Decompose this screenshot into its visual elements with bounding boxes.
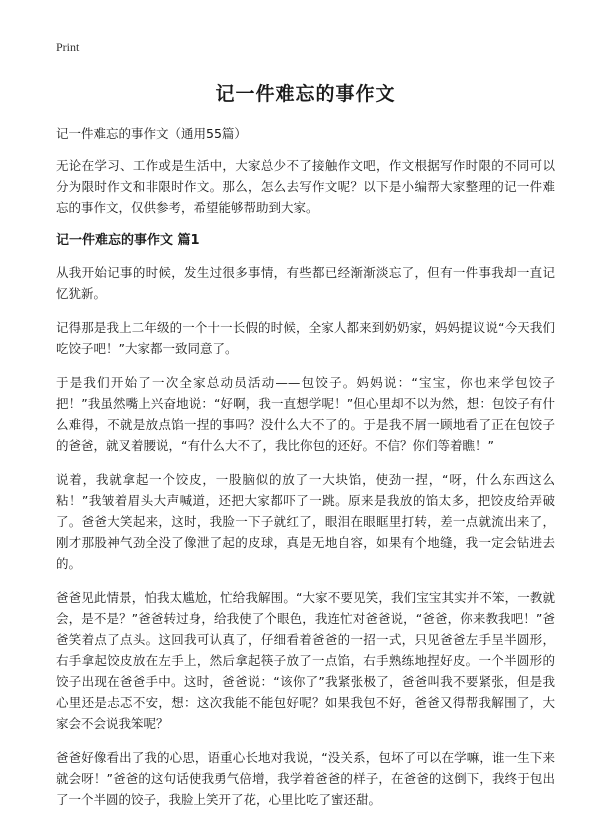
article-title: 记一件难忘的事作文: [215, 83, 396, 105]
body-paragraph-5: 爸爸见此情景，怕我太尴尬，忙给我解围。“大家不要见笑，我们宝宝其实并不笨，一教就会，是不是？”爸爸转过身，给我使了个眼色，我连忙对爸爸说，“爸爸，你来教我吧！”爸爸笑着点了点头。这回我可认真了，仔细看着爸爸的一招一式，只见爸爸左手呈半圆形，右手拿起饺皮放在左手上，然后拿起筷子放了一点馅，右手熟练地捏好皮。一个半圆形的饺子出现在爸爸手中。这时，爸爸说：“该你了”我紧张极了，爸爸叫我不要紧张，但是我心里还是忐忑不安，想：这次我能不能包好呢？如果我包不好，爸爸又得帮我解围了，大家会不会说我笨呢？: [56, 590, 555, 731]
section-heading: 记一件难忘的事作文 篇1: [56, 233, 200, 248]
body-paragraph-4: 说着，我就拿起一个饺皮，一股脑似的放了一大块馅，使劲一捏，“呀，什么东西这么粘！”我皱着眉头大声喊道，还把大家都吓了一跳。原来是我放的馅太多，把饺皮给弄破了。爸爸大笑起来，这时，我脸一下子就红了，眼泪在眼眶里打转，差一点就流出来了，刚才那股神气劲全没了像泄了起的皮球，真是无地自容，如果有个地缝，我一定会钻进去的。: [56, 472, 555, 571]
body-paragraph-2: 记得那是我上二年级的一个十一长假的时候，全家人都来到奶奶家，妈妈提议说“今天我们吃饺子吧！”大家都一致同意了。: [56, 320, 555, 356]
body-paragraph-6: 爸爸好像看出了我的心思，语重心长地对我说，“没关系，包坏了可以在学嘛，谁一生下来就会呀！”爸爸的这句话使我勇气倍增，我学着爸爸的样子，在爸爸的这倒下，我终于包出了一个半圆的饺子，我脸上笑开了花，心里比吃了蜜还甜。: [56, 750, 555, 807]
body-paragraph-1: 从我开始记事的时候，发生过很多事情，有些都已经渐渐淡忘了，但有一件事我却一直记忆犹新。: [56, 265, 555, 301]
intro-paragraph: 无论在学习、工作或是生活中，大家总少不了接触作文吧，作文根据写作时限的不同可以分为限时作文和非限时作文。那么，怎么去写作文呢？以下是小编帮大家整理的记一件难忘的事作文，仅供参考，希望能够帮助到大家。: [56, 158, 555, 215]
print-link[interactable]: Print: [56, 40, 80, 54]
article-subtitle: 记一件难忘的事作文（通用55篇）: [56, 126, 247, 141]
body-paragraph-3: 于是我们开始了一次全家总动员活动——包饺子。妈妈说：“宝宝，你也来学包饺子把！”我虽然嘴上兴奋地说：“好啊，我一直想学呢！”但心里却不以为然，想：包饺子有什么难得，不就是放点馅一捏的事吗？没什么大不了的。于是我不屑一顾地看了正在包饺子的爸爸，就叉着腰说，“有什么大不了，我比你包的还好。不信？你们等着瞧！”: [56, 375, 555, 453]
